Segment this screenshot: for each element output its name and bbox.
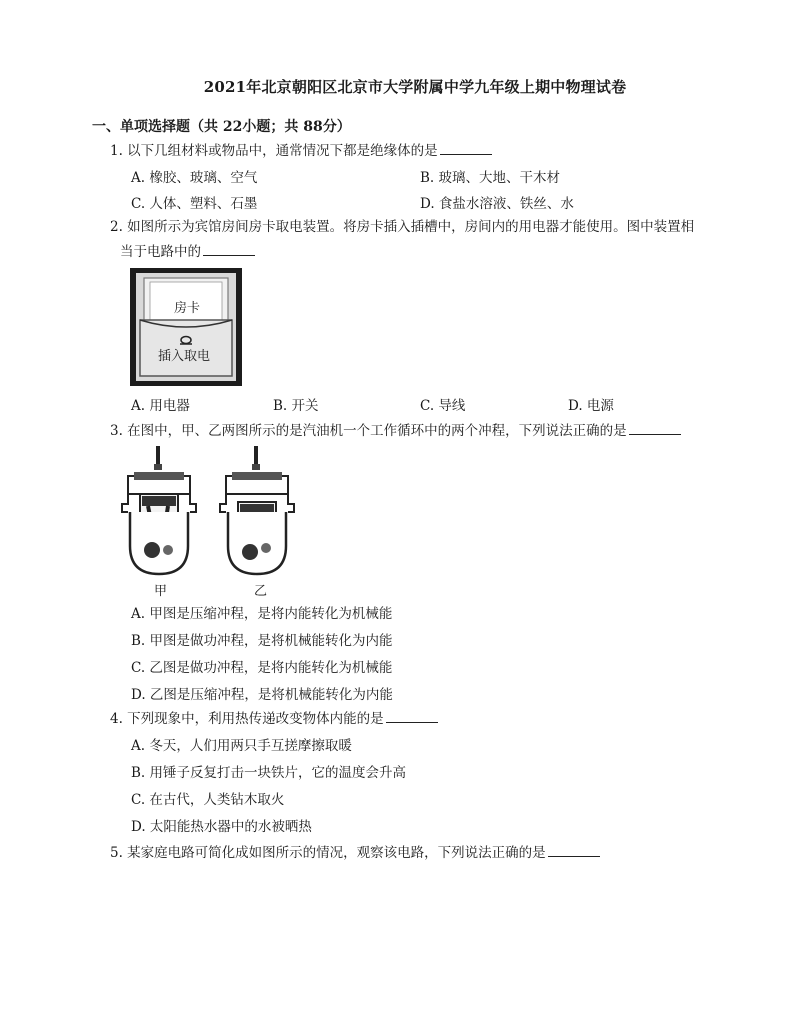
question-1-option-d: D. 食盐水溶液、铁丝、水 <box>420 196 574 212</box>
question-4-option-b: B. 用锤子反复打击一块铁片，它的温度会升高 <box>131 765 407 781</box>
answer-blank <box>203 241 255 256</box>
question-3-option-b: B. 甲图是做功冲程，是将机械能转化为内能 <box>131 633 393 649</box>
question-5-stem: 5. 某家庭电路可简化成如图所示的情况，观察该电路，下列说法正确的是 <box>110 842 600 864</box>
question-1-option-b: B. 玻璃、大地、干木材 <box>420 170 561 186</box>
question-2-option-c: C. 导线 <box>420 398 466 414</box>
question-1-option-a: A. 橡胶、玻璃、空气 <box>131 170 258 186</box>
question-2-option-d: D. 电源 <box>568 398 614 414</box>
question-3-stem: 3. 在图中，甲、乙两图所示的是汽油机一个工作循环中的两个冲程，下列说法正确的是 <box>110 420 681 442</box>
question-4-option-d: D. 太阳能热水器中的水被晒热 <box>131 819 312 835</box>
room-card-device-figure <box>130 268 242 386</box>
question-2-option-b: B. 开关 <box>273 398 319 414</box>
answer-blank <box>440 140 492 155</box>
question-1-option-c: C. 人体、塑料、石墨 <box>131 196 258 212</box>
engine-diagram-jia <box>120 446 300 578</box>
slot-label: 插入取电 <box>158 349 211 364</box>
answer-blank <box>629 420 681 435</box>
section-heading: 一、单项选择题（共 22小题；共 88分） <box>92 119 351 135</box>
card-label: 房卡 <box>174 301 201 316</box>
question-3-option-d: D. 乙图是压缩冲程，是将机械能转化为内能 <box>131 687 393 703</box>
question-1-stem: 1. 以下几组材料或物品中，通常情况下都是绝缘体的是 <box>110 140 492 162</box>
question-4-option-c: C. 在古代，人类钻木取火 <box>131 792 285 808</box>
figure-label-jia: 甲 <box>154 584 168 599</box>
question-2-option-a: A. 用电器 <box>131 398 190 414</box>
question-3-option-a: A. 甲图是压缩冲程，是将内能转化为机械能 <box>131 606 393 622</box>
question-2-stem-line2: 当于电路中的 <box>120 241 255 263</box>
question-4-option-a: A. 冬天，人们用两只手互搓摩擦取暖 <box>131 738 352 754</box>
question-2-stem-line1: 2. 如图所示为宾馆房间房卡取电装置。将房卡插入插槽中，房间内的用电器才能使用。图中装置相 <box>110 219 695 235</box>
page-title: 2021年北京朝阳区北京市大学附属中学九年级上期中物理试卷 <box>203 78 627 96</box>
answer-blank <box>386 708 438 723</box>
question-4-stem: 4. 下列现象中，利用热传递改变物体内能的是 <box>110 708 438 730</box>
question-3-option-c: C. 乙图是做功冲程，是将内能转化为机械能 <box>131 660 393 676</box>
figure-label-yi: 乙 <box>254 584 268 599</box>
answer-blank <box>548 842 600 857</box>
